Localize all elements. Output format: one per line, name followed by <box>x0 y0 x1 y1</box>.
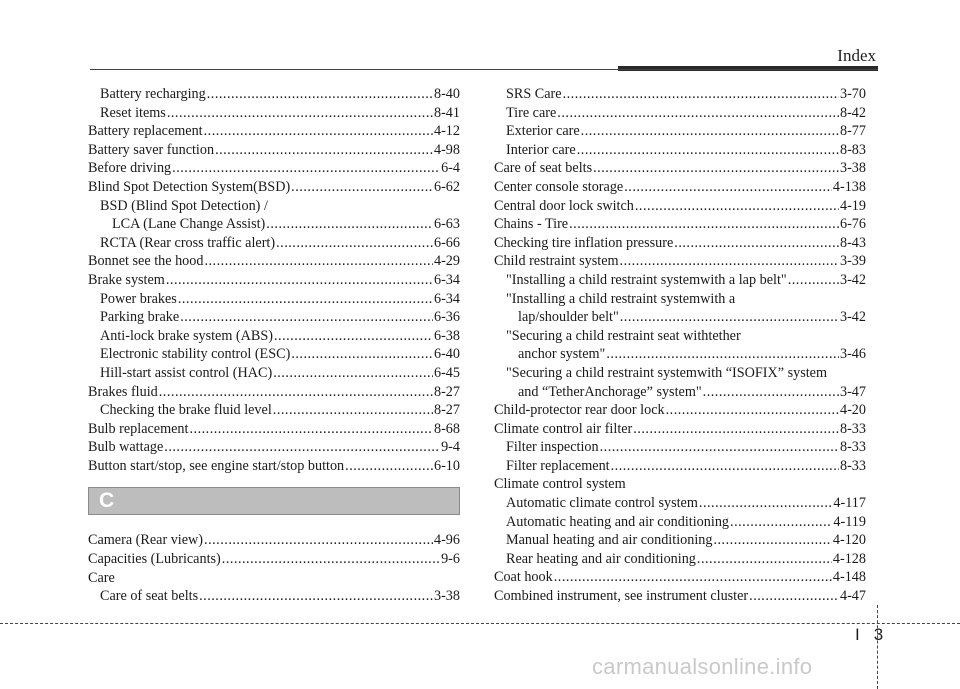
index-entry <box>494 308 866 327</box>
dot-leader <box>273 401 433 420</box>
entry-label: Bulb wattage <box>88 439 164 456</box>
entry-label: Parking brake <box>100 309 180 326</box>
dot-leader <box>159 383 433 402</box>
index-entry <box>88 178 460 197</box>
entry-page: 4-29 <box>433 253 460 270</box>
entry-page: 4-96 <box>433 532 460 549</box>
entry-page: 6-34 <box>433 290 460 307</box>
index-entry <box>494 327 866 346</box>
dot-leader <box>697 550 832 569</box>
dot-leader <box>713 531 831 550</box>
index-entry <box>494 513 866 532</box>
entry-label: Manual heating and air conditioning <box>506 532 713 549</box>
entry-label: "Installing a child restraint systemwith a <box>506 290 736 307</box>
entry-page: 8-83 <box>839 141 866 158</box>
entry-label: Climate control air filter <box>494 420 633 437</box>
index-entry <box>88 290 460 309</box>
entry-label: Camera (Rear view) <box>88 532 204 549</box>
index-entry <box>88 531 460 550</box>
entry-label: Button start/stop, see engine start/stop button <box>88 457 345 474</box>
entry-page: 4-117 <box>833 495 866 512</box>
dot-leader <box>164 438 440 457</box>
entry-label: Coat hook <box>494 569 553 586</box>
index-entry <box>494 271 866 290</box>
entry-page: 4-19 <box>839 197 866 214</box>
entry-page: 3-39 <box>839 253 866 270</box>
dot-leader <box>207 85 433 104</box>
index-entry <box>494 141 866 160</box>
entry-label: Rear heating and air conditioning <box>506 550 696 567</box>
entry-page: 6-38 <box>433 327 460 344</box>
entry-page: 9-4 <box>441 439 460 456</box>
entry-page: 6-63 <box>433 216 460 233</box>
entry-label: Central door lock switch <box>494 197 634 214</box>
entry-page: 6-40 <box>433 346 460 363</box>
entry-label: Child restraint system <box>494 253 619 270</box>
entry-label: "Securing a child restraint systemwith “ISOFIX” system <box>506 364 828 381</box>
dot-leader <box>699 494 833 513</box>
entry-page: 8-77 <box>839 123 866 140</box>
index-entry <box>88 327 460 346</box>
dot-leader <box>557 104 839 123</box>
index-entry <box>494 215 866 234</box>
entry-page: 4-47 <box>839 588 866 605</box>
entry-label: Combined instrument, see instrument cluster <box>494 588 749 605</box>
entry-label: LCA (Lane Change Assist) <box>112 216 266 233</box>
entry-label: Power brakes <box>100 290 177 307</box>
dot-leader <box>291 178 433 197</box>
index-entry <box>88 550 460 569</box>
index-entry <box>88 308 460 327</box>
entry-label: and “TetherAnchorage” system" <box>518 383 702 400</box>
entry-label: Battery recharging <box>100 86 206 102</box>
index-entries-b <box>88 85 460 475</box>
dot-leader <box>172 159 440 178</box>
index-entry <box>494 252 866 271</box>
entry-page: 4-98 <box>433 141 460 158</box>
entry-label: Tire care <box>506 104 557 121</box>
entry-label: Care <box>88 569 115 586</box>
index-entry <box>494 197 866 216</box>
dot-leader <box>274 327 433 346</box>
entry-label: BSD (Blind Spot Detection) / <box>100 197 268 214</box>
dot-leader <box>276 234 433 253</box>
entry-label: Hill-start assist control (HAC) <box>100 364 273 381</box>
entry-label: lap/shoulder belt" <box>518 309 619 326</box>
entry-label: Exterior care <box>506 123 580 140</box>
index-entry <box>494 494 866 513</box>
dot-leader <box>266 215 433 234</box>
entry-page: 8-43 <box>839 234 866 251</box>
index-entry <box>494 178 866 197</box>
entry-page: 8-33 <box>839 420 866 437</box>
index-entry <box>494 587 866 606</box>
index-entry <box>88 587 460 606</box>
entry-label: Battery replacement <box>88 123 203 140</box>
entry-page: 6-76 <box>839 216 866 233</box>
entry-label: Care of seat belts <box>494 160 593 177</box>
entry-label: Filter replacement <box>506 457 610 474</box>
entry-page: 6-62 <box>433 178 460 195</box>
dot-leader <box>593 159 839 178</box>
entry-page: 3-38 <box>433 588 460 605</box>
index-entry <box>494 550 866 569</box>
page-header-title: Index <box>837 46 876 65</box>
entry-label: Bonnet see the hood <box>88 253 204 270</box>
index-entry <box>88 569 460 588</box>
entry-page: 8-27 <box>433 402 460 419</box>
dot-leader <box>788 271 839 290</box>
entry-page: 3-42 <box>839 309 866 326</box>
entry-page: 8-27 <box>433 383 460 400</box>
entry-label: Blind Spot Detection System(BSD) <box>88 178 291 195</box>
entry-page: 6-66 <box>433 234 460 251</box>
entry-page: 8-68 <box>433 420 460 437</box>
index-entry <box>88 122 460 141</box>
dot-leader <box>749 587 839 606</box>
entry-label: Interior care <box>506 141 576 158</box>
dot-leader <box>215 141 433 160</box>
index-entry <box>88 401 460 420</box>
dot-leader <box>204 122 433 141</box>
entry-label: Checking the brake fluid level <box>100 402 272 419</box>
entry-label: "Installing a child restraint systemwith a lap belt" <box>506 271 787 288</box>
dot-leader <box>635 197 839 216</box>
entry-page: 4-12 <box>433 123 460 140</box>
dot-leader <box>189 420 433 439</box>
entry-page: 3-47 <box>839 383 866 400</box>
dot-leader <box>204 252 433 271</box>
entry-label: Chains - Tire <box>494 216 569 233</box>
index-entry <box>494 383 866 402</box>
dot-leader <box>167 104 433 123</box>
entry-page: 6-4 <box>441 160 460 177</box>
page-number <box>855 625 883 645</box>
entry-label: Automatic heating and air conditioning <box>506 513 730 530</box>
entry-page: 3-46 <box>839 346 866 363</box>
index-entry <box>88 420 460 439</box>
entry-label: "Securing a child restraint seat withtether <box>506 327 741 344</box>
entry-label: RCTA (Rear cross traffic alert) <box>100 234 276 251</box>
dot-leader <box>569 215 839 234</box>
dot-leader <box>581 122 839 141</box>
entry-label: Child-protector rear door lock <box>494 402 665 419</box>
dot-leader <box>703 383 839 402</box>
dot-leader <box>199 587 433 606</box>
dot-leader <box>606 345 839 364</box>
dot-leader <box>166 271 433 290</box>
index-entry <box>88 159 460 178</box>
entry-page: 3-42 <box>839 271 866 288</box>
entry-label: Filter inspection <box>506 439 599 456</box>
index-entry <box>88 364 460 383</box>
entry-label: Brakes fluid <box>88 383 158 400</box>
entry-page: 8-42 <box>839 104 866 121</box>
index-entry <box>88 215 460 234</box>
index-entry <box>494 475 866 494</box>
index-entry <box>88 345 460 364</box>
dot-leader <box>624 178 832 197</box>
index-entry <box>88 85 460 104</box>
index-entry <box>88 383 460 402</box>
dot-leader <box>563 85 839 104</box>
dot-leader <box>633 420 839 439</box>
dot-leader <box>178 290 433 309</box>
entry-label: Care of seat belts <box>100 588 199 605</box>
index-entry <box>88 234 460 253</box>
entry-page: 4-119 <box>833 513 866 530</box>
watermark: carmanualsonline.info <box>592 654 813 679</box>
entry-page: 6-10 <box>433 457 460 474</box>
index-entry <box>494 420 866 439</box>
entry-label: Reset items <box>100 104 166 121</box>
index-entry <box>494 234 866 253</box>
section-header-c <box>88 487 460 515</box>
index-entry <box>88 252 460 271</box>
footer-dashed-rule <box>0 623 960 624</box>
index-entry <box>494 104 866 123</box>
index-entry <box>494 438 866 457</box>
page-number-value: 3 <box>873 625 884 644</box>
entry-page: 8-33 <box>839 439 866 456</box>
dot-leader <box>554 568 832 587</box>
dot-leader <box>600 438 839 457</box>
header-rule <box>90 69 878 70</box>
entry-label: Bulb replacement <box>88 420 189 437</box>
dot-leader <box>273 364 433 383</box>
entry-page: 3-38 <box>839 160 866 177</box>
entry-page: 4-120 <box>832 532 866 549</box>
entry-page: 4-138 <box>832 178 866 195</box>
index-entry <box>494 345 866 364</box>
page-section-letter: I <box>855 625 860 644</box>
section-letter: C <box>99 489 115 513</box>
dot-leader <box>674 234 839 253</box>
entry-page: 8-41 <box>433 104 460 121</box>
index-entry <box>494 290 866 309</box>
footer-vertical-dashed-rule <box>877 605 878 689</box>
index-entries-c-continued <box>494 85 866 606</box>
entry-label: Climate control system <box>494 476 626 493</box>
index-entries-c <box>88 531 460 605</box>
index-entry <box>494 568 866 587</box>
entry-label: Electronic stability control (ESC) <box>100 346 291 363</box>
index-entry <box>88 104 460 123</box>
entry-page: 6-34 <box>433 271 460 288</box>
entry-label: Brake system <box>88 271 165 288</box>
entry-page: 8-33 <box>839 457 866 474</box>
index-entry <box>494 85 866 104</box>
index-column-right <box>494 85 866 606</box>
entry-label: Capacities (Lubricants) <box>88 551 221 568</box>
entry-label: Battery saver function <box>88 141 215 158</box>
entry-label: SRS Care <box>506 86 562 102</box>
dot-leader <box>345 457 433 476</box>
entry-page: 6-45 <box>433 364 460 381</box>
index-entry <box>494 531 866 550</box>
dot-leader <box>666 401 839 420</box>
entry-page: 3-70 <box>839 86 866 102</box>
index-entry <box>494 122 866 141</box>
entry-page: 4-20 <box>839 402 866 419</box>
dot-leader <box>577 141 839 160</box>
entry-label: Before driving <box>88 160 172 177</box>
index-entry <box>494 457 866 476</box>
dot-leader <box>730 513 832 532</box>
index-entry <box>88 141 460 160</box>
index-entry <box>494 159 866 178</box>
index-entry <box>494 401 866 420</box>
dot-leader <box>620 252 839 271</box>
entry-page: 6-36 <box>433 309 460 326</box>
index-column-left <box>88 85 460 606</box>
entry-label: Automatic climate control system <box>506 495 698 512</box>
entry-page: 9-6 <box>441 551 460 568</box>
dot-leader <box>611 457 839 476</box>
dot-leader <box>204 531 433 550</box>
index-entry <box>88 197 460 216</box>
dot-leader <box>620 308 839 327</box>
entry-label: Anti-lock brake system (ABS) <box>100 327 273 344</box>
dot-leader <box>180 308 433 327</box>
dot-leader <box>222 550 440 569</box>
index-entry <box>88 271 460 290</box>
entry-page: 8-40 <box>433 86 460 102</box>
index-entry <box>88 457 460 476</box>
entry-page: 4-128 <box>832 550 866 567</box>
dot-leader <box>291 345 433 364</box>
index-entry <box>88 438 460 457</box>
entry-label: Center console storage <box>494 178 624 195</box>
entry-label: Checking tire inflation pressure <box>494 234 674 251</box>
entry-label: anchor system" <box>518 346 606 363</box>
entry-page: 4-148 <box>832 569 866 586</box>
index-entry <box>494 364 866 383</box>
